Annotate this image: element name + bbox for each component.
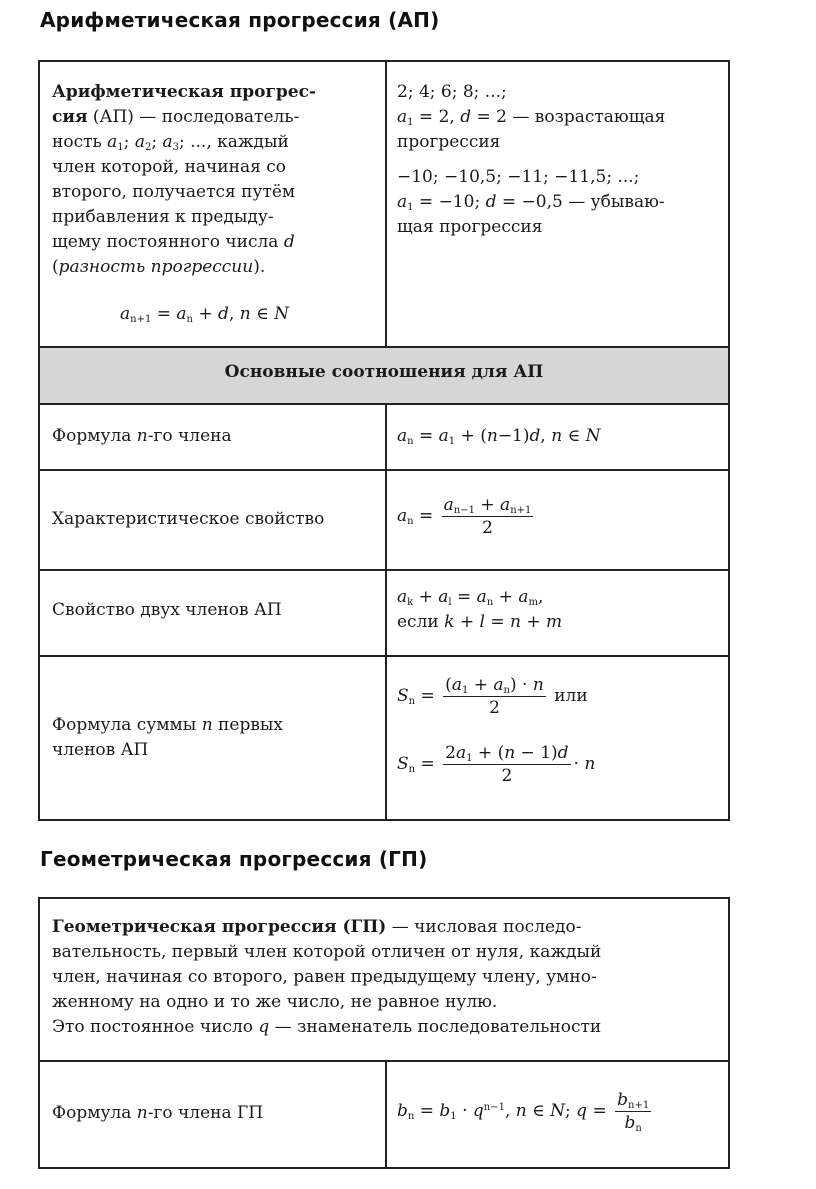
ap-def-text: (	[52, 257, 59, 277]
ap-def-text: ).	[253, 257, 266, 277]
recurrence-formula: $a_{n+1} = a_n + d$, n ∈ N	[120, 304, 289, 325]
row-line	[40, 469, 728, 471]
ap-def-text: член которой, начиная со	[52, 157, 286, 177]
row-line	[40, 1060, 728, 1062]
ap-def-text: щему постоянного числа	[52, 232, 284, 252]
fraction: $\frac{b_{n+1}}{b_n}$	[617, 1090, 650, 1134]
example2-desc: щая прогрессия	[397, 217, 543, 237]
row-line	[40, 403, 728, 405]
example2-sequence: −10; −10,5; −11; −11,5; ...;	[397, 167, 640, 187]
gp-def-text: — знаменатель последовательности	[269, 1017, 602, 1037]
var-q: q	[258, 1017, 270, 1037]
gp-table	[38, 897, 730, 1169]
row-label-two-terms: Свойство двух членов АП	[52, 600, 282, 620]
example1-desc: прогрессия	[397, 132, 501, 152]
row-line	[40, 655, 728, 657]
gp-definition	[52, 915, 722, 1040]
ap-examples	[397, 80, 727, 240]
ap-diff-term: разность прогрессии	[58, 257, 254, 277]
ap-def-text: второго, получается путём	[52, 182, 296, 202]
row-line	[40, 569, 728, 571]
row-label-nth-term: Формула n-го члена	[52, 426, 232, 446]
ap-def-text: ность	[52, 132, 108, 152]
ap-heading: Арифметическая прогрессия (АП)	[40, 8, 440, 32]
example1-sequence: 2; 4; 6; 8; ...;	[397, 82, 507, 102]
example2-params: $a_1 = -10$; d = −0,5 — убываю-	[397, 192, 665, 213]
gp-def-text: член, начиная со второго, равен предыдущему члену, умно-	[52, 967, 597, 987]
ap-table-divider	[385, 62, 387, 819]
example1-params: $a_1 = 2$, d = 2 — возрастающая	[397, 107, 666, 128]
fraction: $\frac{(a_1 + a_n) \cdot n}{2}$	[445, 675, 544, 718]
ap-term-cont: сия	[52, 107, 88, 127]
gp-table-divider	[385, 1060, 387, 1167]
row-label-sum: Формула суммы n первых членов АП	[52, 713, 283, 763]
gp-def-text: Это постоянное число	[52, 1017, 259, 1037]
ap-table	[38, 60, 730, 821]
formula-nth-term: $a_n = a_1 + (n-1)d$, n ∈ N	[397, 426, 601, 447]
ap-def-text: прибавления к предыду-	[52, 207, 274, 227]
gp-row-label: Формула n-го члена ГП	[52, 1103, 264, 1123]
formula-sum-2: $S_n$ = $\frac{2a_1 + (n - 1)d}{2}$ · n	[397, 743, 596, 786]
or-connector: или	[554, 686, 588, 706]
gp-def-text: вательность, первый член которой отличен от нуля, каждый	[52, 942, 602, 962]
formula-sum-1: $S_n$ = $\frac{(a_1 + a_n) \cdot n}{2}$ или	[397, 675, 588, 718]
relations-title: Основные соотношения для АП	[224, 362, 544, 382]
ap-def-text: , каждый	[206, 132, 289, 152]
row-label-characteristic: Характеристическое свойство	[52, 509, 325, 529]
gp-def-text: женному на одно и то же число, не равное нулю.	[52, 992, 498, 1012]
row-line	[40, 346, 728, 348]
formula-two-terms: $a_k + a_l = a_n + a_m$, если k + l = n + m	[397, 587, 563, 632]
gp-formula: $b_n = b_1 \cdot q^{n-1}$, n ∈ N; q = $\frac{b_{n+1}}{b_n}$	[397, 1090, 650, 1134]
gp-heading: Геометрическая прогрессия (ГП)	[40, 847, 428, 871]
ap-term: Арифметическая прогрес-	[52, 82, 316, 102]
fraction: $\frac{2a_1 + (n - 1)d}{2}$	[445, 743, 569, 786]
var-d: d	[283, 232, 295, 252]
row-label-sum-2: членов АП	[52, 740, 149, 760]
fraction: $\frac{a_{n-1} + a_{n+1}}{2}$	[443, 495, 532, 538]
example2-desc: — убываю-	[562, 192, 665, 212]
ap-definition: Арифметическая прогрес- сия (АП) — последователь- ность $a_1$; $a_2$; $a_3$; ..., каждый член которой, начиная со второго, получается путём прибавления к предыду- щему постоянного числа d (разность прогрессии).	[52, 80, 382, 280]
example1-desc: — возрастающая	[506, 107, 666, 127]
formula-characteristic: $a_n$ = $\frac{a_{n-1} + a_{n+1}}{2}$	[397, 495, 532, 538]
ap-def-text: (АП) — последователь-	[87, 107, 300, 127]
gp-def-text: — числовая последо-	[386, 917, 582, 937]
gp-term: Геометрическая прогрессия (ГП)	[52, 917, 387, 937]
